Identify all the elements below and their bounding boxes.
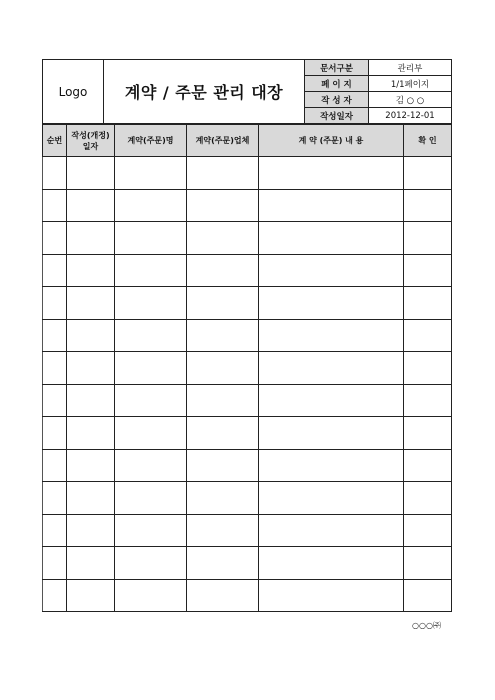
ledger-table bbox=[42, 124, 452, 612]
company-mark: ○○○㈜ bbox=[412, 621, 441, 630]
table-cell[interactable] bbox=[115, 579, 187, 612]
table-cell[interactable] bbox=[67, 417, 115, 450]
table-cell[interactable] bbox=[259, 189, 404, 222]
table-row bbox=[43, 547, 452, 580]
table-cell[interactable] bbox=[67, 449, 115, 482]
table-cell[interactable] bbox=[259, 514, 404, 547]
table-cell[interactable] bbox=[43, 482, 67, 515]
col-seq: 순번 bbox=[43, 125, 67, 157]
page-title: 계약 / 주문 관리 대장 bbox=[104, 60, 305, 124]
table-cell[interactable] bbox=[187, 417, 259, 450]
table-cell[interactable] bbox=[115, 189, 187, 222]
table-cell[interactable] bbox=[43, 417, 67, 450]
table-cell[interactable] bbox=[259, 547, 404, 580]
table-cell[interactable] bbox=[404, 384, 452, 417]
table-cell[interactable] bbox=[67, 222, 115, 255]
table-cell[interactable] bbox=[115, 384, 187, 417]
table-cell[interactable] bbox=[67, 157, 115, 190]
col-confirm: 확 인 bbox=[404, 125, 452, 157]
col-contract-name: 계약(주문)명 bbox=[115, 125, 187, 157]
table-cell[interactable] bbox=[115, 547, 187, 580]
table-cell[interactable] bbox=[187, 547, 259, 580]
table-row bbox=[43, 384, 452, 417]
table-cell[interactable] bbox=[259, 254, 404, 287]
table-row bbox=[43, 157, 452, 190]
page-label: 페 이 지 bbox=[305, 76, 369, 92]
table-row bbox=[43, 319, 452, 352]
table-cell[interactable] bbox=[187, 319, 259, 352]
table-cell[interactable] bbox=[259, 287, 404, 320]
table-cell[interactable] bbox=[404, 417, 452, 450]
table-cell[interactable] bbox=[43, 157, 67, 190]
table-cell[interactable] bbox=[187, 189, 259, 222]
table-cell[interactable] bbox=[67, 547, 115, 580]
col-contents: 계 약 (주문) 내 용 bbox=[259, 125, 404, 157]
table-cell[interactable] bbox=[404, 579, 452, 612]
table-cell[interactable] bbox=[115, 319, 187, 352]
table-cell[interactable] bbox=[67, 514, 115, 547]
table-cell[interactable] bbox=[404, 482, 452, 515]
table-cell[interactable] bbox=[43, 449, 67, 482]
table-row bbox=[43, 189, 452, 222]
table-cell[interactable] bbox=[404, 157, 452, 190]
table-cell[interactable] bbox=[43, 384, 67, 417]
table-cell[interactable] bbox=[67, 319, 115, 352]
table-cell[interactable] bbox=[259, 222, 404, 255]
table-cell[interactable] bbox=[187, 579, 259, 612]
table-cell[interactable] bbox=[404, 319, 452, 352]
table-cell[interactable] bbox=[259, 449, 404, 482]
table-row bbox=[43, 514, 452, 547]
table-cell[interactable] bbox=[115, 449, 187, 482]
table-cell[interactable] bbox=[187, 254, 259, 287]
table-cell[interactable] bbox=[115, 352, 187, 385]
doc-type-label: 문서구분 bbox=[305, 60, 369, 76]
table-cell[interactable] bbox=[187, 384, 259, 417]
table-row bbox=[43, 417, 452, 450]
table-cell[interactable] bbox=[404, 189, 452, 222]
table-cell[interactable] bbox=[404, 547, 452, 580]
table-cell[interactable] bbox=[67, 482, 115, 515]
table-cell[interactable] bbox=[259, 319, 404, 352]
table-row bbox=[43, 482, 452, 515]
date-value: 2012-12-01 bbox=[369, 108, 452, 124]
author-value: 김 ○ ○ bbox=[369, 92, 452, 108]
table-cell[interactable] bbox=[404, 352, 452, 385]
table-cell[interactable] bbox=[187, 449, 259, 482]
table-cell[interactable] bbox=[259, 352, 404, 385]
table-cell[interactable] bbox=[43, 352, 67, 385]
table-row bbox=[43, 254, 452, 287]
table-cell[interactable] bbox=[67, 579, 115, 612]
table-cell[interactable] bbox=[43, 287, 67, 320]
table-cell[interactable] bbox=[187, 482, 259, 515]
table-cell[interactable] bbox=[67, 254, 115, 287]
document-header bbox=[42, 59, 452, 124]
table-cell[interactable] bbox=[404, 222, 452, 255]
table-row bbox=[43, 222, 452, 255]
col-vendor: 계약(주문)업체 bbox=[187, 125, 259, 157]
table-cell[interactable] bbox=[259, 579, 404, 612]
table-cell[interactable] bbox=[404, 254, 452, 287]
table-cell[interactable] bbox=[187, 157, 259, 190]
table-cell[interactable] bbox=[259, 482, 404, 515]
table-cell[interactable] bbox=[43, 189, 67, 222]
table-cell[interactable] bbox=[187, 222, 259, 255]
table-cell[interactable] bbox=[115, 417, 187, 450]
table-cell[interactable] bbox=[67, 287, 115, 320]
table-cell[interactable] bbox=[404, 287, 452, 320]
table-row bbox=[43, 287, 452, 320]
table-cell[interactable] bbox=[404, 514, 452, 547]
table-cell[interactable] bbox=[115, 482, 187, 515]
table-cell[interactable] bbox=[187, 287, 259, 320]
table-cell[interactable] bbox=[259, 417, 404, 450]
col-date: 작성(개정) 일자 bbox=[67, 125, 115, 157]
table-cell[interactable] bbox=[43, 222, 67, 255]
table-cell[interactable] bbox=[67, 384, 115, 417]
table-cell[interactable] bbox=[115, 514, 187, 547]
table-cell[interactable] bbox=[43, 254, 67, 287]
author-label: 작 성 자 bbox=[305, 92, 369, 108]
table-cell[interactable] bbox=[187, 514, 259, 547]
table-cell[interactable] bbox=[187, 352, 259, 385]
table-cell[interactable] bbox=[115, 157, 187, 190]
table-cell[interactable] bbox=[43, 319, 67, 352]
table-cell[interactable] bbox=[259, 384, 404, 417]
table-cell[interactable] bbox=[115, 287, 187, 320]
table-cell[interactable] bbox=[115, 222, 187, 255]
table-row bbox=[43, 449, 452, 482]
logo: Logo bbox=[43, 60, 104, 124]
table-cell[interactable] bbox=[67, 352, 115, 385]
table-cell[interactable] bbox=[67, 189, 115, 222]
table-cell[interactable] bbox=[43, 514, 67, 547]
table-cell[interactable] bbox=[115, 254, 187, 287]
table-cell[interactable] bbox=[259, 157, 404, 190]
table-row bbox=[43, 579, 452, 612]
table-cell[interactable] bbox=[404, 449, 452, 482]
ledger-header-row bbox=[43, 125, 452, 157]
page-value: 1/1페이지 bbox=[369, 76, 452, 92]
doc-type-value: 관리부 bbox=[369, 60, 452, 76]
date-label: 작성일자 bbox=[305, 108, 369, 124]
table-row bbox=[43, 352, 452, 385]
table-cell[interactable] bbox=[43, 579, 67, 612]
document-sheet bbox=[42, 59, 451, 612]
table-cell[interactable] bbox=[43, 547, 67, 580]
